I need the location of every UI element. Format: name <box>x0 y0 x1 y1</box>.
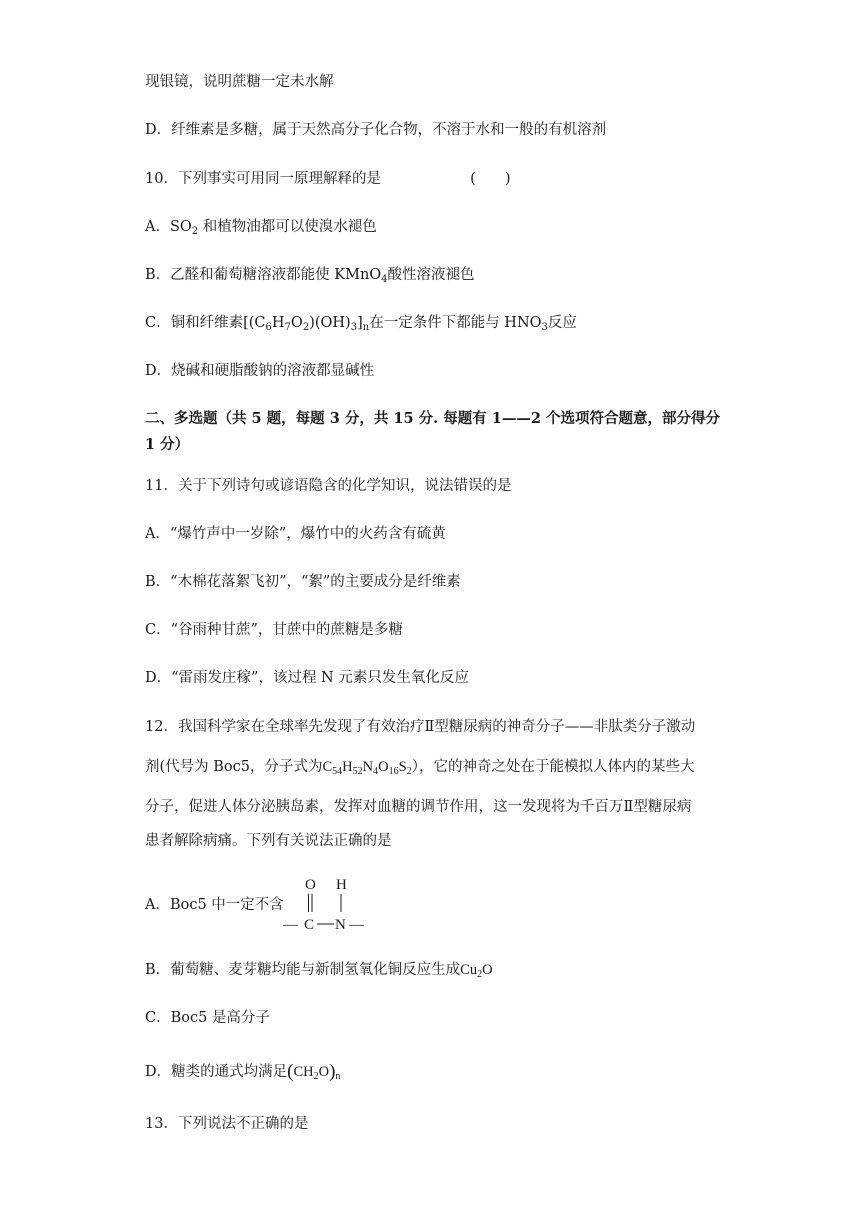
option-d-q12 <box>145 1062 340 1082</box>
option-text: H <box>271 315 285 331</box>
subscript: 4 <box>381 274 388 285</box>
carbon-atom: C <box>304 917 315 933</box>
formula-ch2o: $(CH_2O)_n$ <box>287 1061 341 1082</box>
subscript: 2 <box>302 322 310 333</box>
option-text: 酸性溶液褪色 <box>387 267 475 283</box>
question-10-text: 10．下列事实可用同一原理解释的是 <box>145 171 381 187</box>
option-text: O <box>290 315 303 331</box>
answer-paren: ( ) <box>470 171 511 187</box>
oxygen-atom: O <box>305 877 316 893</box>
question-11: 11．关于下列诗句或谚语隐含的化学知识，说法错误的是 <box>145 478 512 494</box>
option-text: 和植物油都可以使溴水褪色 <box>202 219 377 235</box>
option-b-q12 <box>145 960 493 980</box>
option-d-q10: D．烧碱和硬脂酸钠的溶液都显碱性 <box>145 363 375 379</box>
hydrogen-atom: H <box>336 877 347 893</box>
question-12-line4: 患者解除病痛。下列有关说法正确的是 <box>145 833 392 849</box>
formula-cu2o: $Cu_2O$ <box>460 962 493 980</box>
right-bond: — <box>349 917 364 933</box>
option-d-q9: D．纤维素是多糖，属于天然高分子化合物，不溶于水和一般的有机溶剂 <box>145 122 607 138</box>
question-text: ），它的神奇之处在于能模拟人体内的某些大 <box>411 759 695 775</box>
text-line: 现银镜，说明蔗糖一定未水解 <box>145 74 334 90</box>
option-text: B．乙醛和葡萄糖溶液都能使 KMnO <box>145 267 382 283</box>
subscript: 7 <box>284 322 291 333</box>
option-text: D．糖类的通式均满足 <box>145 1064 288 1080</box>
option-text: 在一定条件下都能与 HNO <box>369 315 542 331</box>
option-a-q11: A．“爆竹声中一岁除”，爆竹中的火药含有硫黄 <box>145 526 446 542</box>
question-13: 13．下列说法不正确的是 <box>145 1116 309 1132</box>
option-text: )(OH) <box>309 315 351 331</box>
option-b-q10 <box>145 265 475 285</box>
option-d-q11: D．“雷雨发庄稼”，该过程 N 元素只发生氧化反应 <box>145 670 469 686</box>
option-c-q10 <box>145 313 577 333</box>
option-c-q12: C．Boc5 是高分子 <box>145 1010 270 1026</box>
option-text: C．铜和纤维素[(C <box>145 315 266 331</box>
amide-structure <box>283 872 373 936</box>
option-text: ] <box>357 315 363 331</box>
option-text: 反应 <box>547 315 577 331</box>
option-a-q12: A．Boc5 中一定不含 <box>145 897 284 913</box>
formula-boc5: $C_{54}H_{52}N_4O_{16}S_2$ <box>322 759 412 777</box>
question-12-line2 <box>145 757 694 777</box>
option-c-q11: C．“谷雨种甘蔗”，甘蔗中的蔗糖是多糖 <box>145 622 403 638</box>
option-text: A．SO <box>145 219 192 235</box>
question-12-line1: 12．我国科学家在全球率先发现了有效治疗Ⅱ型糖尿病的神奇分子——非肽类分子激动 <box>145 719 696 735</box>
nitrogen-atom: N <box>335 917 346 933</box>
left-bond: — <box>283 917 298 933</box>
question-10 <box>145 169 511 189</box>
subscript: 6 <box>265 322 272 333</box>
subscript: 3 <box>541 322 548 333</box>
subscript: 3 <box>350 322 358 333</box>
section-heading: 二、多选题（共 5 题，每题 3 分，共 15 分. 每题有 1——2 个选项符合题意，部分得分 1 分） <box>145 410 721 453</box>
option-b-q11: B．“木棉花落絮飞初”，“絮”的主要成分是纤维素 <box>145 574 461 590</box>
subscript: n <box>362 322 370 333</box>
subscript: 2 <box>191 226 199 237</box>
question-text: 剂(代号为 Boc5，分子式为 <box>145 759 323 775</box>
option-a-q10 <box>145 217 377 237</box>
option-text: B．葡萄糖、麦芽糖均能与新制氢氧化铜反应生成 <box>145 962 461 978</box>
question-12-line3: 分子，促进人体分泌胰岛素，发挥对血糖的调节作用，这一发现将为千百万Ⅱ型糖尿病 <box>145 799 692 815</box>
